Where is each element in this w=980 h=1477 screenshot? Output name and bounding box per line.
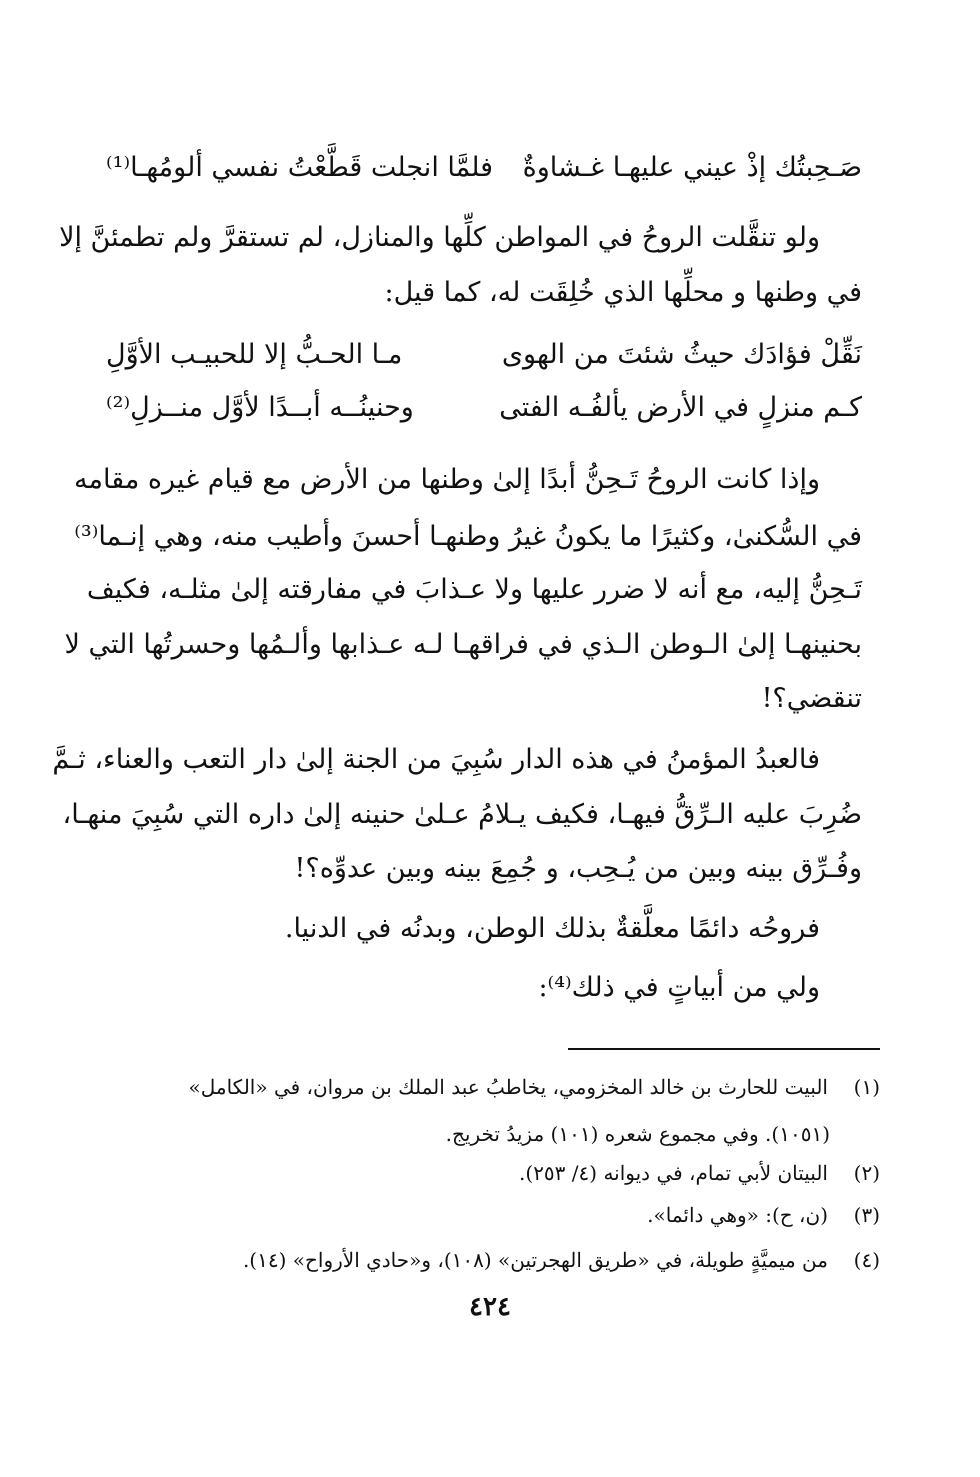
footnote-divider [568, 1048, 880, 1050]
paragraph-2-line-4: بحنينهـا إلىٰ الـوطن الـذي في فراقهـا لـه عـذابها وألـمُها وحسرتُها التي لا [64, 629, 862, 660]
footnote-text: من ميميَّةٍ طويلة، في «طريق الهجرتين» (١٠٨)، و«حادي الأرواح» (١٤). [242, 1248, 828, 1272]
verse-hemistich-first: كـم منزلٍ في الأرض يألفُـه الفتى [499, 392, 862, 423]
verse-couplet-1 [106, 148, 862, 192]
footnote-text: البيت للحارث بن خالد المخزومي، يخاطبُ عبد الملك بن مروان، في «الكامل» [188, 1075, 828, 1099]
footnote-2 [100, 1158, 880, 1188]
paragraph-2-line-2: في السُّكنىٰ، وكثيرًا ما يكونُ غيرُ وطنهـا أحسنَ وأطيب منه، وهي إنـما⁽³⁾ [74, 521, 862, 552]
footnote-1-continuation [100, 1119, 830, 1149]
verse-hemistich-first: صَـحِبتُك إذْ عيني عليهـا غـشاوةٌ [522, 152, 862, 183]
verse-hemistich-second: فلمَّا انجلت قَطَّعْتُ نفسي ألومُهـا⁽¹⁾ [106, 152, 494, 183]
footnote-text: البيتان لأبي تمام، في ديوانه (٤/ ٢٥٣). [519, 1161, 828, 1185]
footnote-4 [100, 1245, 880, 1275]
paragraph-1-line-1: ولو تنقَّلت الروحُ في المواطن كلِّها والمنازل، لم تستقرَّ ولم تطمئنَّ إلا [59, 222, 820, 253]
paragraph-2-line-5: تنقضي؟! [761, 683, 862, 714]
paragraph-2-line-1: وإذا كانت الروحُ تَـحِنُّ أبدًا إلىٰ وطنها من الأرض مع قيام غيره مقامه [74, 464, 820, 495]
paragraph-3-line-3: وفُـرِّق بينه وبين من يُـحِب، و جُمِعَ بينه وبين عدوِّه؟! [294, 853, 862, 884]
verse-couplet-2 [106, 335, 862, 379]
footnote-1 [100, 1072, 880, 1102]
footnote-text: (ن، ح): «وهي دائما». [647, 1203, 828, 1227]
footnote-3 [100, 1200, 880, 1230]
paragraph-2-line-3: تَـحِنُّ إليه، مع أنه لا ضرر عليها ولا عـذابَ في مفارقته إلىٰ مثلـه، فكيف [86, 574, 862, 605]
page-number: ٤٢٤ [469, 1292, 511, 1322]
footnote-number: (٢) [853, 1161, 880, 1185]
footnote-text: (١٠٥١). وفي مجموع شعره (١٠١) مزيدُ تخريج. [445, 1122, 830, 1146]
footnote-number: (٣) [853, 1203, 880, 1227]
verse-hemistich-second: وحنينُــه أبــدًا لأوَّل منــزلِ⁽²⁾ [106, 392, 414, 423]
paragraph-1-line-2: في وطنها و محلِّها الذي خُلِقَت له، كما قيل: [384, 277, 862, 308]
paragraph-3-line-1: فالعبدُ المؤمنُ في هذه الدار سُبِيَ من الجنة إلىٰ دار التعب والعناء، ثـمَّ [52, 744, 820, 775]
paragraph-5: ولي من أبياتٍ في ذلك⁽⁴⁾: [538, 972, 820, 1003]
verse-couplet-3 [106, 388, 862, 432]
footnote-number: (١) [853, 1075, 880, 1099]
paragraph-3-line-2: ضُرِبَ عليه الـرِّقُّ فيهـا، فكيف يـلامُ عـلىٰ حنينه إلىٰ داره التي سُبِيَ منهـا، [62, 799, 862, 830]
footnote-number: (٤) [853, 1248, 880, 1272]
paragraph-4: فروحُه دائمًا معلَّقةٌ بذلك الوطن، وبدنُه في الدنيا. [284, 913, 820, 944]
verse-hemistich-first: نَقِّلْ فؤادَك حيثُ شئتَ من الهوى [501, 339, 862, 370]
verse-hemistich-second: مـا الحـبُّ إلا للحبيـب الأوَّلِ [106, 339, 403, 370]
